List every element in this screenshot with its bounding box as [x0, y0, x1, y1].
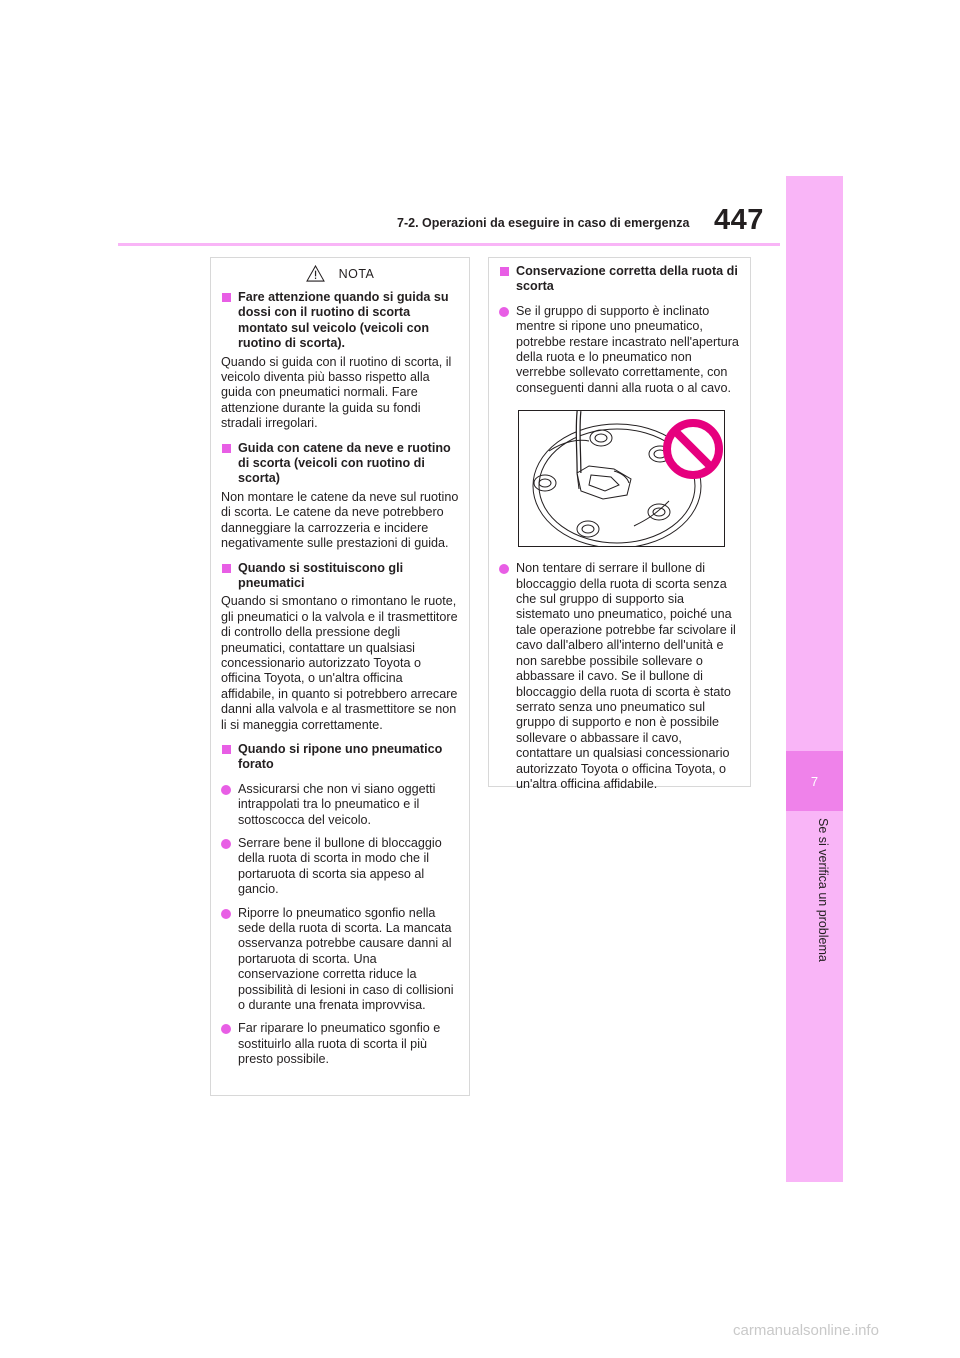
chapter-title: Se si verifica un problema [816, 818, 830, 962]
bullet-item: Se il gruppo di supporto è inclinato mentre si ripone uno pneumatico, potrebbe restare incastrato nell'apertura della ruota e lo pneumatico non verrebbe sollevato correttamente, con conseguenti danni alla ruota o al cavo. [499, 304, 740, 396]
watermark: carmanualsonline.info [733, 1322, 879, 1339]
section-heading: Conservazione corretta della ruota di scorta [499, 264, 740, 295]
section-body: Quando si guida con il ruotino di scorta, il veicolo diventa più basso rispetto alla guida con pneumatici normali. Fare attenzione durante la guida su fondi stradali irregolari. [221, 354, 452, 431]
bullet-item: Assicurarsi che non vi siano oggetti intrappolati tra lo pneumatico e il sottoscocca del veicolo. [221, 782, 459, 828]
round-bullet-icon [221, 839, 231, 849]
chapter-side-tab [786, 176, 843, 1182]
nota-label: NOTA [338, 266, 375, 281]
section-heading: Guida con catene da neve e ruotino di scorta (veicoli con ruotino di scorta) [221, 441, 459, 487]
square-bullet-icon [222, 293, 231, 302]
round-bullet-icon [221, 1024, 231, 1034]
spare-wheel-drawing [519, 411, 724, 546]
section-heading: Fare attenzione quando si guida su dossi con il ruotino di scorta montato sul veicolo (veicoli con ruotino di scorta). [221, 290, 459, 352]
warning-triangle-icon [306, 265, 325, 282]
section-body: Non montare le catene da neve sul ruotino di scorta. Le catene da neve potrebbero danneggiare la carrozzeria e incidere negativamente sulle prestazioni di guida. [221, 489, 459, 551]
spare-wheel-illustration [518, 410, 725, 547]
chapter-number: 7 [810, 773, 819, 789]
chapter-number-box [786, 751, 843, 811]
bullet-item: Non tentare di serrare il bullone di bloccaggio della ruota di scorta senza che sul gruppo di supporto sia sistemato uno pneumatico, poiché una tale operazione potrebbe far scivolare il cavo dall'albero all'interno dell'unità e non sarebbe possibile sollevare o abbassare il cavo. Se il bullone di bloccaggio della ruota di scorta è stato serrato senza uno pneumatico sul gruppo di supporto e non è possibile sollevare o abbassare il cavo, contattare un qualsiasi concessionario autorizzato Toyota o officina Toyota, o un'altra officina affidabile. [499, 561, 740, 792]
section-body: Quando si smontano o rimontano le ruote, gli pneumatici o la valvola e il trasmettitore di controllo della pressione degli pneumatici, contattare un qualsiasi concessionario autorizzato Toyota o officina Toyota, o un'altra officina affidabile, in quanto si potrebbero arrecare danni alla valvola e al trasmettitore se non li si maneggia correttamente. [221, 594, 458, 732]
bullet-item: Riporre lo pneumatico sgonfio nella sede della ruota di scorta. La mancata osservanza potrebbe causare danni al portaruota di scorta. Una conservazione corretta riduce la possibilità di lesioni in caso di collisioni o durante una frenata improvvisa. [221, 906, 459, 1014]
round-bullet-icon [221, 785, 231, 795]
round-bullet-icon [499, 307, 509, 317]
prohibition-icon [667, 423, 719, 475]
bullet-item: Far riparare lo pneumatico sgonfio e sostituirlo alla ruota di scorta il più presto possibile. [221, 1021, 459, 1067]
section-heading: Quando si sostituiscono gli pneumatici [221, 561, 459, 592]
section-heading: Quando si ripone uno pneumatico forato [221, 742, 459, 773]
square-bullet-icon [222, 444, 231, 453]
nota-box-right [488, 257, 751, 791]
round-bullet-icon [499, 564, 509, 574]
nota-box-left [210, 257, 470, 1096]
square-bullet-icon [500, 267, 509, 276]
square-bullet-icon [222, 564, 231, 573]
header-divider [118, 243, 780, 246]
square-bullet-icon [222, 745, 231, 754]
page-number: 447 [714, 204, 764, 236]
nota-header [221, 265, 459, 282]
bullet-item: Serrare bene il bullone di bloccaggio della ruota di scorta in modo che il portaruota di scorta sia appeso al gancio. [221, 836, 459, 898]
section-title: 7-2. Operazioni da eseguire in caso di emergenza [397, 216, 690, 230]
round-bullet-icon [221, 909, 231, 919]
